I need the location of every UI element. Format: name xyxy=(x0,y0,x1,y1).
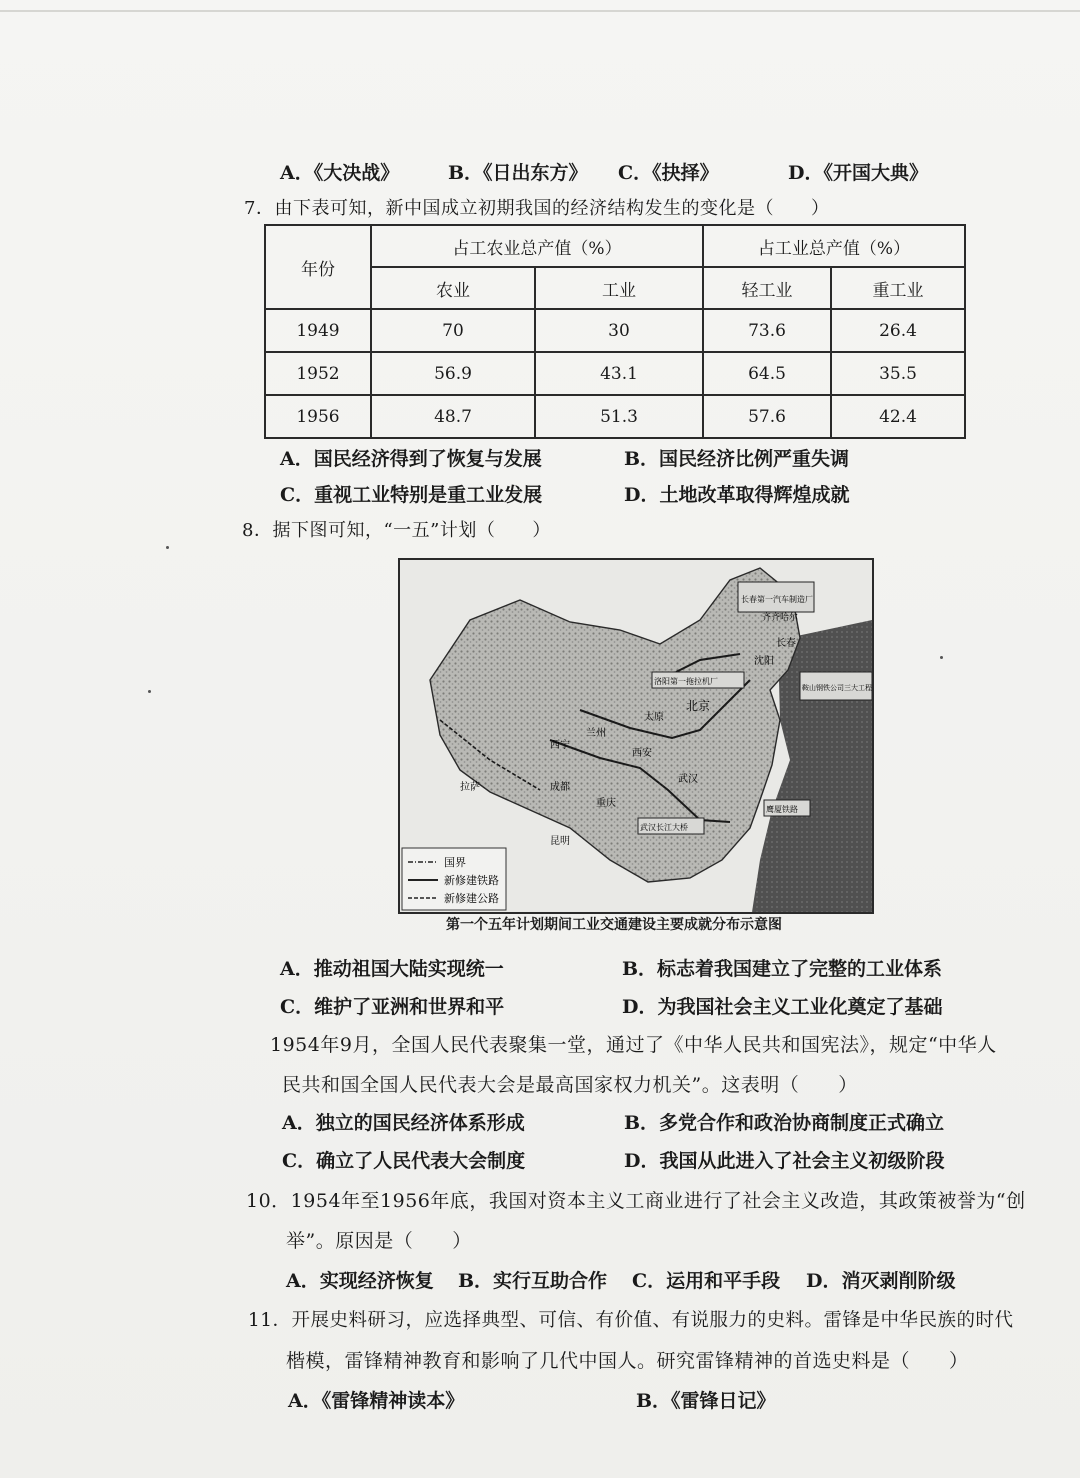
table-row xyxy=(265,309,965,352)
q7-stem: 7．由下表可知，新中国成立初期我国的经济结构发生的变化是（ ） xyxy=(244,198,830,219)
q7-option-d: D．土地改革取得辉煌成就 xyxy=(624,484,850,506)
table-cell: 1956 xyxy=(265,395,371,438)
q9-option-b: B．多党合作和政治协商制度正式确立 xyxy=(624,1112,945,1134)
table-header-year: 年份 xyxy=(265,225,371,309)
q10-stem-line1: 10．1954年至1956年底，我国对资本主义工商业进行了社会主义改造，其政策被誉为“创 xyxy=(246,1190,1026,1212)
legend-label: 国界 xyxy=(444,856,466,869)
q7-option-c: C．重视工业特别是重工业发展 xyxy=(280,484,543,506)
map-city-beijing: 北京 xyxy=(686,699,711,713)
map-label-yingxia: 鹰厦铁路 xyxy=(766,805,798,814)
table-cell: 35.5 xyxy=(831,352,965,395)
q8-option-b: B．标志着我国建立了完整的工业体系 xyxy=(622,958,943,980)
q8-option-a: A．推动祖国大陆实现统一 xyxy=(280,958,504,980)
q7-option-b: B．国民经济比例严重失调 xyxy=(624,448,850,470)
scan-speck xyxy=(166,546,169,549)
table-cell: 51.3 xyxy=(535,395,703,438)
map-label-wuhan-bridge: 武汉长江大桥 xyxy=(640,823,688,832)
q6-option-b: B．《日出东方》 xyxy=(448,162,588,184)
economy-table xyxy=(264,224,966,439)
table-subheader: 农业 xyxy=(371,267,535,309)
q6-option-d: D．《开国大典》 xyxy=(788,162,928,184)
q9-option-a: A．独立的国民经济体系形成 xyxy=(282,1112,525,1134)
scan-speck xyxy=(148,690,151,693)
q10-stem-line2: 举”。原因是（ ） xyxy=(286,1230,472,1252)
map-label-luoyang: 洛阳第一拖拉机厂 xyxy=(654,677,718,686)
q6-option-a: A．《大决战》 xyxy=(280,162,400,184)
map-caption: 第一个五年计划期间工业交通建设主要成就分布示意图 xyxy=(446,917,782,933)
map-label-anshan: 鞍山钢铁公司三大工程 xyxy=(802,684,872,692)
table-subheader: 工业 xyxy=(535,267,703,309)
table-cell: 42.4 xyxy=(831,395,965,438)
table-row xyxy=(265,395,965,438)
page-top-edge xyxy=(0,10,1080,12)
table-row xyxy=(265,352,965,395)
table-cell: 57.6 xyxy=(703,395,831,438)
q10-option-d: D．消灭剥削阶级 xyxy=(806,1270,956,1292)
table-cell: 1949 xyxy=(265,309,371,352)
table-header-group2: 占工业总产值（%） xyxy=(703,225,965,267)
q8-option-c: C．维护了亚洲和世界和平 xyxy=(280,996,505,1018)
china-map-figure xyxy=(398,558,874,914)
q9-option-d: D．我国从此进入了社会主义初级阶段 xyxy=(624,1150,945,1172)
q11-stem-line2: 楷模，雷锋精神教育和影响了几代中国人。研究雷锋精神的首选史料是（ ） xyxy=(286,1350,969,1372)
legend-label: 新修建铁路 xyxy=(444,874,499,887)
china-map xyxy=(400,560,872,912)
table-cell: 70 xyxy=(371,309,535,352)
table-cell: 1952 xyxy=(265,352,371,395)
map-city-qiqihar: 齐齐哈尔 xyxy=(762,613,799,623)
q9-stem-line1: 1954年9月，全国人民代表聚集一堂，通过了《中华人民共和国宪法》，规定“中华人 xyxy=(270,1034,997,1056)
map-city-shenyang: 沈阳 xyxy=(754,656,774,667)
map-city-xian: 西安 xyxy=(632,748,652,759)
map-city-wuhan: 武汉 xyxy=(678,774,698,785)
q6-option-c: C．《抉择》 xyxy=(618,162,719,184)
q11-stem-line1: 11．开展史料研习，应选择典型、可信、有价值、有说服力的史料。雷锋是中华民族的时代 xyxy=(248,1310,1014,1331)
table-subheader: 轻工业 xyxy=(703,267,831,309)
table-cell: 56.9 xyxy=(371,352,535,395)
map-city-taiyuan: 太原 xyxy=(644,712,664,723)
table-cell: 48.7 xyxy=(371,395,535,438)
map-city-chongqing: 重庆 xyxy=(596,798,616,809)
map-city-chengdu: 成都 xyxy=(550,782,570,793)
q9-option-c: C．确立了人民代表大会制度 xyxy=(282,1150,526,1172)
q8-option-d: D．为我国社会主义工业化奠定了基础 xyxy=(622,996,943,1018)
table-cell: 64.5 xyxy=(703,352,831,395)
map-city-xining: 西宁 xyxy=(550,740,570,751)
table-cell: 43.1 xyxy=(535,352,703,395)
q9-stem-line2: 民共和国全国人民代表大会是最高国家权力机关”。这表明（ ） xyxy=(282,1074,858,1096)
q11-option-a: A．《雷锋精神读本》 xyxy=(288,1390,465,1412)
table-cell: 73.6 xyxy=(703,309,831,352)
q7-option-a: A．国民经济得到了恢复与发展 xyxy=(280,448,542,470)
q11-option-b: B．《雷锋日记》 xyxy=(636,1390,776,1412)
scan-speck xyxy=(940,656,943,659)
table-header-group1: 占工农业总产值（%） xyxy=(371,225,703,267)
map-label-changchun-auto: 长春第一汽车制造厂 xyxy=(741,595,813,604)
q10-option-a: A．实现经济恢复 xyxy=(286,1270,434,1292)
table-subheader: 重工业 xyxy=(831,267,965,309)
legend-label: 新修建公路 xyxy=(444,892,499,905)
china-landmass xyxy=(430,568,800,882)
q8-stem: 8．据下图可知，“一五”计划（ ） xyxy=(242,520,551,541)
table-cell: 30 xyxy=(535,309,703,352)
map-city-lhasa: 拉萨 xyxy=(460,782,480,793)
map-city-lanzhou: 兰州 xyxy=(586,728,606,739)
q10-option-c: C．运用和平手段 xyxy=(632,1270,781,1292)
table-cell: 26.4 xyxy=(831,309,965,352)
map-city-kunming: 昆明 xyxy=(550,836,570,847)
map-city-changchun: 长春 xyxy=(776,638,796,649)
q10-option-b: B．实行互助合作 xyxy=(458,1270,608,1292)
